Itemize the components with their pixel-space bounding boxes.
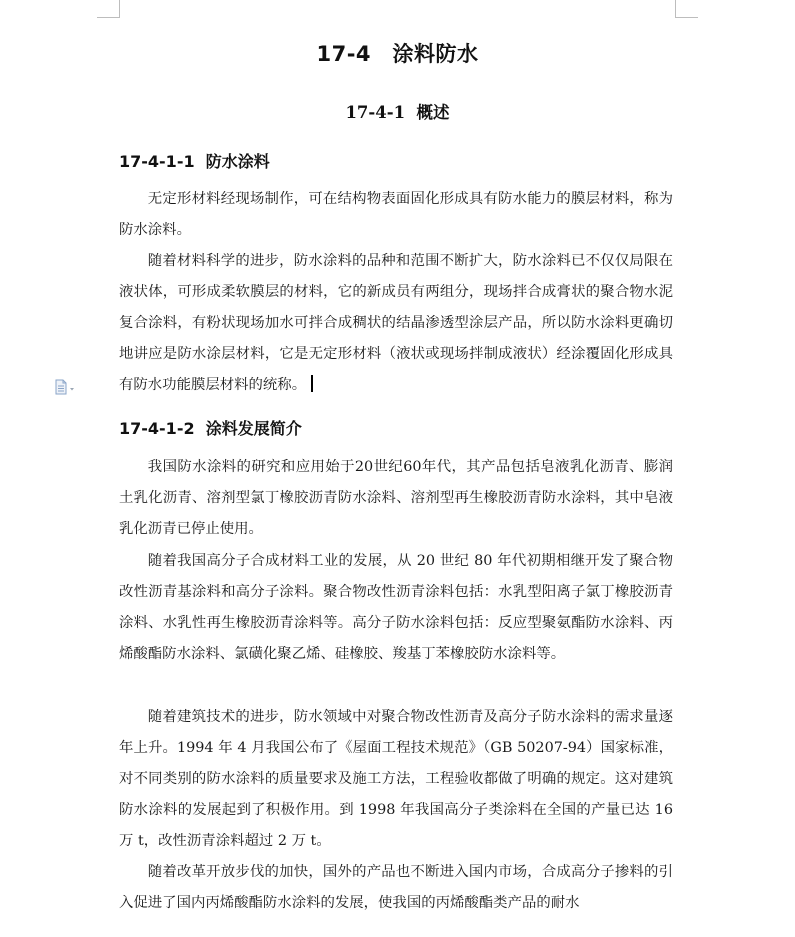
subsection-heading-1: 17-4-1-1 防水涂料: [119, 152, 270, 171]
page-title: 17-4 涂料防水: [316, 42, 479, 66]
paragraph-2[interactable]: [119, 246, 673, 401]
crop-mark-top-right: [675, 0, 698, 18]
crop-mark-top-left: [97, 0, 120, 18]
paragraph-6: 随着改革开放步伐的加快，国外的产品也不断进入国内市场，合成高分子掺料的引入促进了国内丙烯酸酯防水涂料的发展，使我国的丙烯酸酯类产品的耐水: [119, 864, 673, 911]
paragraph-1: 无定形材料经现场制作，可在结构物表面固化形成具有防水能力的膜层材料，称为防水涂料。: [119, 191, 673, 238]
document-icon[interactable]: [55, 379, 77, 395]
paragraph-5: 随着建筑技术的进步，防水领域中对聚合物改性沥青及高分子防水涂料的需求量逐年上升。1994 年 4 月我国公布了《屋面工程技术规范》（GB 50207-94）国家标准，对不同类别的防水涂料的质量要求及施工方法，工程验收都做了明确的规定。这对建筑防水涂料的发展起到了积极作用。到 1998 年我国高分子类涂料在全国的产量已达 16 万 t，改性沥青涂料超过 2 万 t。: [119, 709, 673, 849]
text-cursor: [311, 375, 313, 392]
paragraph-4: 随着我国高分子合成材料工业的发展，从 20 世纪 80 年代初期相继开发了聚合物改性沥青基涂料和高分子涂料。聚合物改性沥青涂料包括：水乳型阳离子氯丁橡胶沥青涂料、水乳性再生橡胶沥青涂料等。高分子防水涂料包括：反应型聚氨酯防水涂料、丙烯酸酯防水涂料、氯磺化聚乙烯、硅橡胶、羧基丁苯橡胶防水涂料等。: [119, 553, 673, 662]
subsection-heading-2: 17-4-1-2 涂料发展简介: [119, 419, 302, 438]
section-title: 17-4-1 概述: [345, 103, 450, 122]
paragraph-2-text: 随着材料科学的进步，防水涂料的品种和范围不断扩大，防水涂料已不仅仅局限在液状体，可形成柔软膜层的材料，它的新成员有两组分，现场拌合成膏状的聚合物水泥复合涂料，有粉状现场加水可拌合成稠状的结晶渗透型涂层产品，所以防水涂料更确切地讲应是防水涂层材料，它是无定形材料（液状或现场拌制成液状）经涂覆固化形成具有防水功能膜层材料的统称。: [119, 253, 673, 393]
document-icon-graphic: [55, 379, 77, 395]
paragraph-3: 我国防水涂料的研究和应用始于20世纪60年代，其产品包括皂液乳化沥青、膨润土乳化沥青、溶剂型氯丁橡胶沥青防水涂料、溶剂型再生橡胶沥青防水涂料，其中皂液乳化沥青已停止使用。: [119, 459, 673, 537]
